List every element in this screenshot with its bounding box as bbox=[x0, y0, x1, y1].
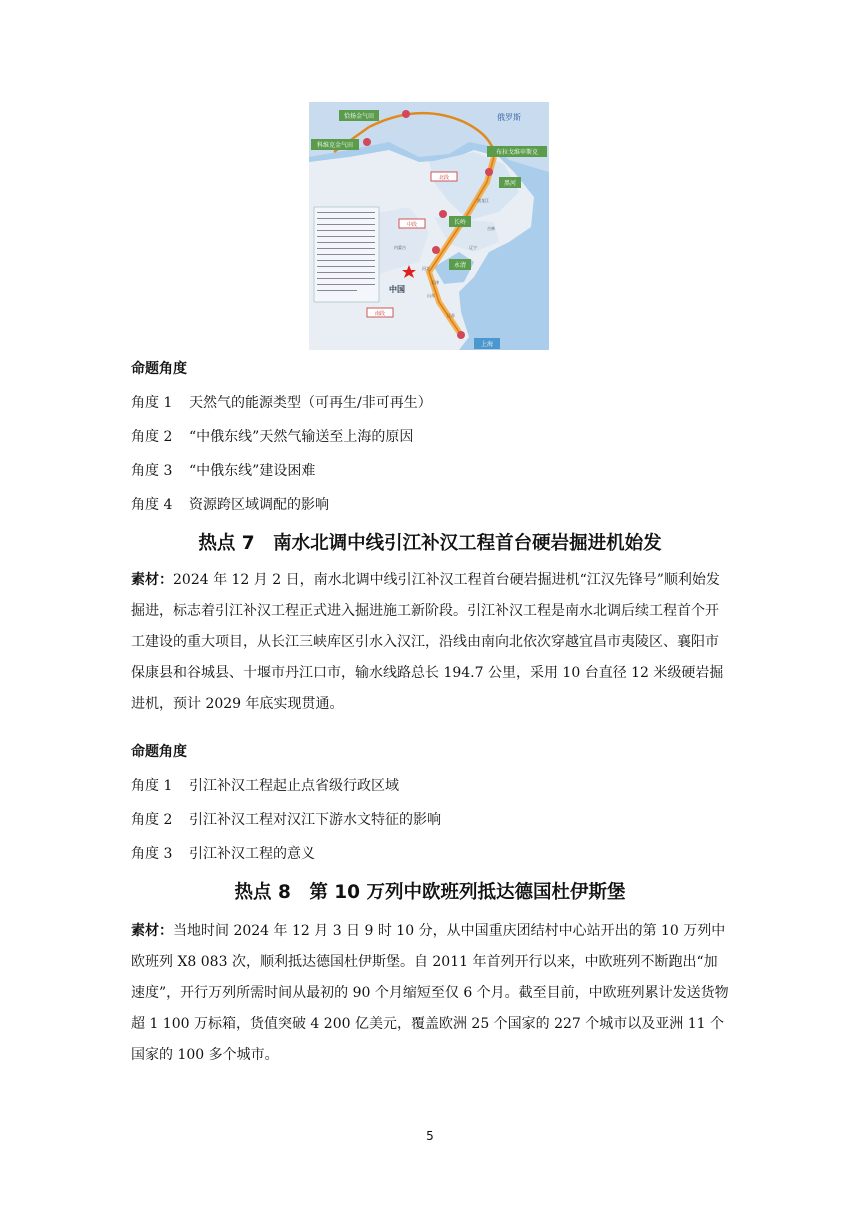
map-label-tianjin: 天津 bbox=[431, 280, 439, 285]
angle-number: 角度 2 bbox=[131, 429, 173, 445]
material-text: 2024 年 12 月 2 日，南水北调中线引江补汉工程首台硬岩掘进机“江汉先锋号”顺利始发掘进，标志着引江补汉工程正式进入掘进施工新阶段。引江补汉工程是南水北调后续工程首个开工建设的重大项目，从长江三峡库区引水入汉江，沿线由南向北依次穿越宜昌市夷陵区、襄阳市保康县和谷城县、十堰市丹江口市，输水线路总长 194.7 公里，采用 10 台直径 12 米级硬岩掘进机，预计 2029 年底实现贯通。 bbox=[131, 572, 724, 712]
material-text: 当地时间 2024 年 12 月 3 日 9 时 10 分，从中国重庆团结村中心站开出的第 10 万列中欧班列 X8 083 次，顺利抵达德国杜伊斯堡。自 2011 年首列开行以来，中欧班列不断跑出“加速度”，开行万列所需时间从最初的 90 个月缩短至仅 6 个月。截至目前，中欧班列累计发送货物超 1 100 万标箱，货值突破 4 200 亿美元，覆盖欧洲 25 个国家的 227 个城市以及亚洲 11 个国家的 100 多个城市。 bbox=[131, 923, 729, 1063]
material-label: 素材： bbox=[131, 923, 173, 939]
map-label-middle-section: 中段 bbox=[406, 222, 418, 228]
map-label-jiangsu: 江苏 bbox=[447, 313, 455, 318]
map-label-inner-mongolia: 内蒙古 bbox=[394, 245, 406, 250]
angle-text: 资源跨区域调配的影响 bbox=[189, 497, 329, 513]
angle-text: 引江补汉工程起止点省级行政区域 bbox=[189, 778, 399, 794]
angle-text: 引江补汉工程的意义 bbox=[189, 846, 315, 862]
angle-number: 角度 1 bbox=[131, 395, 173, 411]
angle-number: 角度 3 bbox=[131, 463, 173, 479]
section7-angles-title: 命题角度 bbox=[131, 744, 187, 760]
angle-text: 天然气的能源类型（可再生/非可再生） bbox=[189, 395, 432, 411]
angle-text: “中俄东线”天然气输送至上海的原因 bbox=[189, 429, 414, 445]
map-label-yongqing: 永清 bbox=[453, 262, 467, 269]
map-label-hebei: 河北 bbox=[422, 266, 430, 271]
section8-heading: 热点 8 第 10 万列中欧班列抵达德国杜伊斯堡 bbox=[234, 882, 626, 903]
map-label-gasfield-2: 科维克金气田 bbox=[316, 142, 354, 149]
section6-angle-1 bbox=[131, 393, 432, 413]
map-label-south-section: 南段 bbox=[374, 311, 386, 317]
page-number: 5 bbox=[426, 1129, 434, 1143]
map-label-shanghai: 上海 bbox=[480, 341, 494, 348]
map-label-north-section: 北段 bbox=[438, 175, 450, 181]
section7-angle-2 bbox=[131, 810, 441, 830]
map-label-changling: 长岭 bbox=[453, 219, 467, 226]
map-label-heihe: 黑河 bbox=[503, 180, 517, 187]
angle-number: 角度 4 bbox=[131, 497, 173, 513]
material-label: 素材： bbox=[131, 572, 173, 588]
map-label-heilongjiang: 黑龙江 bbox=[477, 198, 489, 203]
map-graphic bbox=[309, 102, 549, 350]
section6-angle-3 bbox=[131, 461, 315, 481]
section7-angle-1 bbox=[131, 776, 399, 796]
section8-material bbox=[131, 916, 731, 1071]
map-label-liaoning: 辽宁 bbox=[469, 245, 477, 250]
map-label-gasfield-1: 恰扬金气田 bbox=[343, 113, 375, 120]
angle-number: 角度 3 bbox=[131, 846, 173, 862]
section6-angle-2 bbox=[131, 427, 413, 447]
angle-text: “中俄东线”建设困难 bbox=[189, 463, 316, 479]
map-label-jilin: 吉林 bbox=[487, 226, 495, 231]
pipeline-map bbox=[309, 102, 549, 350]
section7-material bbox=[131, 565, 731, 720]
section6-angle-4 bbox=[131, 495, 329, 515]
section6-angles-title: 命题角度 bbox=[131, 361, 187, 377]
map-label-blagoveshchensk: 布拉戈维申斯克 bbox=[495, 149, 539, 156]
angle-number: 角度 2 bbox=[131, 812, 173, 828]
map-label-shandong: 山东 bbox=[427, 293, 435, 298]
angle-text: 引江补汉工程对汉江下游水文特征的影响 bbox=[189, 812, 441, 828]
map-label-china: 中国 bbox=[389, 285, 405, 294]
map-label-russia: 俄罗斯 bbox=[497, 113, 521, 122]
section7-angle-3 bbox=[131, 844, 315, 864]
section7-heading: 热点 7 南水北调中线引江补汉工程首台硬岩掘进机始发 bbox=[198, 533, 662, 554]
angle-number: 角度 1 bbox=[131, 778, 173, 794]
